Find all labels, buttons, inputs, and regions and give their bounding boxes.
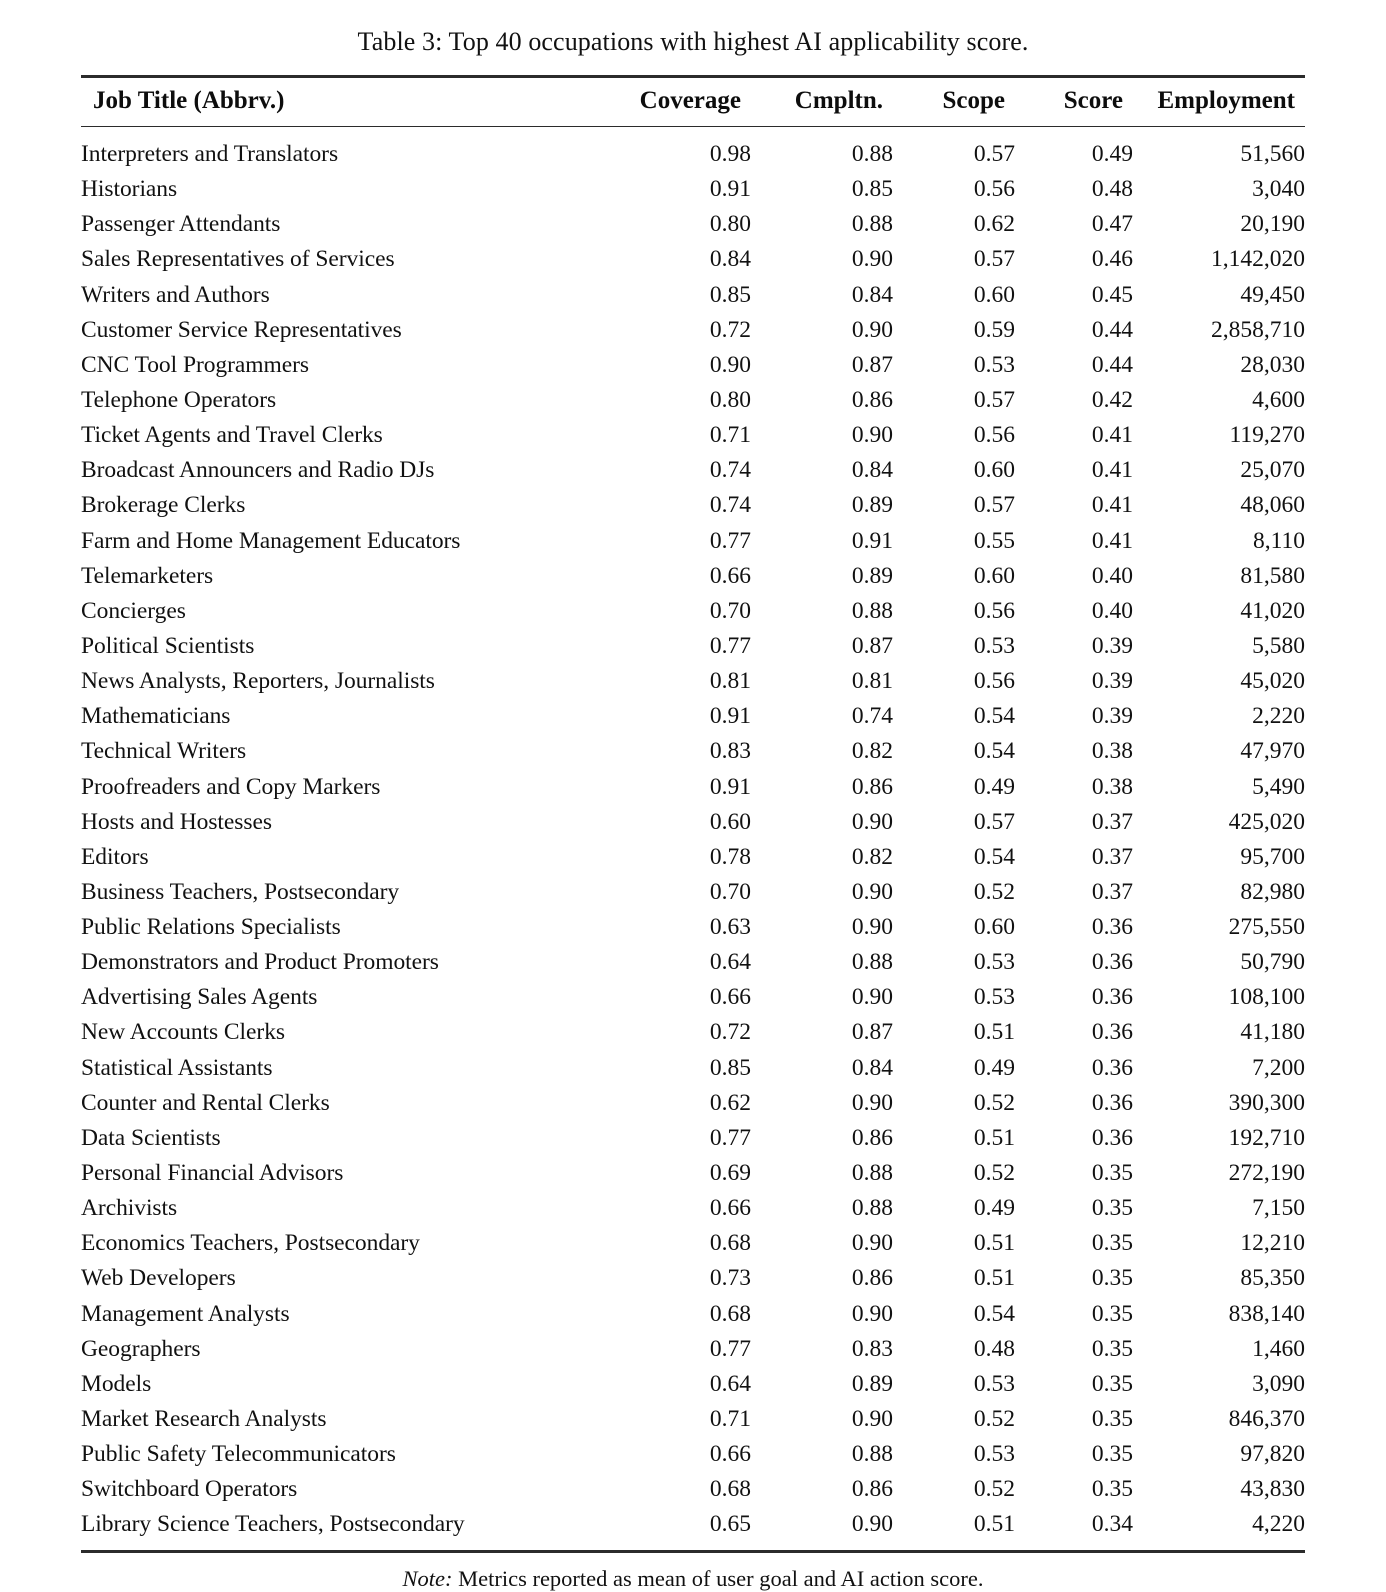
- column-header-job-title: Job Title (Abbrv.): [93, 87, 285, 115]
- cell-job: Passenger Attendants: [81, 211, 281, 238]
- cell-scope: 0.48: [973, 1335, 1015, 1362]
- cell-employment: 85,350: [1240, 1265, 1305, 1292]
- cell-employment: 425,020: [1228, 808, 1305, 835]
- cell-employment: 390,300: [1228, 1089, 1305, 1116]
- table-row: [81, 805, 1305, 840]
- cell-job: Market Research Analysts: [81, 1406, 327, 1433]
- cell-scope: 0.56: [973, 422, 1015, 449]
- cell-cmpltn: 0.82: [851, 738, 893, 765]
- note-text: Metrics reported as mean of user goal and AI action score.: [458, 1566, 984, 1591]
- cell-score: 0.41: [1091, 422, 1133, 449]
- cell-coverage: 0.81: [709, 668, 751, 695]
- cell-scope: 0.51: [973, 1019, 1015, 1046]
- cell-scope: 0.56: [973, 176, 1015, 203]
- cell-coverage: 0.66: [709, 1441, 751, 1468]
- cell-scope: 0.54: [973, 843, 1015, 870]
- cell-job: Political Scientists: [81, 632, 255, 659]
- cell-score: 0.36: [1091, 1089, 1133, 1116]
- cell-coverage: 0.74: [709, 457, 751, 484]
- cell-scope: 0.59: [973, 316, 1015, 343]
- cell-score: 0.41: [1091, 527, 1133, 554]
- cell-scope: 0.51: [973, 1230, 1015, 1257]
- cell-employment: 275,550: [1228, 914, 1305, 941]
- cell-cmpltn: 0.82: [851, 843, 893, 870]
- cell-cmpltn: 0.84: [851, 281, 893, 308]
- cell-cmpltn: 0.87: [851, 351, 893, 378]
- table-head: [81, 77, 1305, 128]
- cell-coverage: 0.78: [709, 843, 751, 870]
- cell-score: 0.36: [1091, 984, 1133, 1011]
- cell-job: Counter and Rental Clerks: [81, 1089, 330, 1116]
- cell-coverage: 0.77: [709, 527, 751, 554]
- table-row: [81, 1086, 1305, 1121]
- cell-scope: 0.57: [973, 246, 1015, 273]
- cell-score: 0.47: [1091, 211, 1133, 238]
- cell-employment: 5,490: [1252, 773, 1305, 800]
- cell-cmpltn: 0.88: [851, 949, 893, 976]
- cell-cmpltn: 0.81: [851, 668, 893, 695]
- cell-employment: 95,700: [1240, 843, 1305, 870]
- cell-job: Personal Financial Advisors: [81, 1160, 344, 1187]
- cell-coverage: 0.80: [709, 211, 751, 238]
- table-row: [81, 770, 1305, 805]
- cell-job: Geographers: [81, 1335, 201, 1362]
- cell-employment: 4,220: [1252, 1511, 1305, 1538]
- column-header-coverage: Coverage: [639, 87, 741, 115]
- table-row: [81, 594, 1305, 629]
- cell-score: 0.35: [1091, 1370, 1133, 1397]
- cell-cmpltn: 0.91: [851, 527, 893, 554]
- cell-coverage: 0.60: [709, 808, 751, 835]
- table-row: [81, 1402, 1305, 1437]
- cell-job: Brokerage Clerks: [81, 492, 246, 519]
- cell-job: Economics Teachers, Postsecondary: [81, 1230, 420, 1257]
- cell-scope: 0.53: [973, 632, 1015, 659]
- cell-scope: 0.53: [973, 949, 1015, 976]
- cell-employment: 82,980: [1240, 878, 1305, 905]
- cell-job: Business Teachers, Postsecondary: [81, 878, 400, 905]
- cell-scope: 0.57: [973, 386, 1015, 413]
- column-header-score: Score: [1063, 87, 1123, 115]
- cell-coverage: 0.70: [709, 878, 751, 905]
- cell-employment: 3,090: [1252, 1370, 1305, 1397]
- cell-score: 0.39: [1091, 632, 1133, 659]
- cell-score: 0.46: [1091, 246, 1133, 273]
- cell-coverage: 0.71: [709, 1406, 751, 1433]
- cell-employment: 48,060: [1240, 492, 1305, 519]
- cell-score: 0.38: [1091, 738, 1133, 765]
- cell-employment: 41,020: [1240, 597, 1305, 624]
- table-row: [81, 454, 1305, 489]
- table-row: [81, 664, 1305, 699]
- cell-job: Web Developers: [81, 1265, 236, 1292]
- cell-scope: 0.56: [973, 597, 1015, 624]
- cell-score: 0.36: [1091, 914, 1133, 941]
- cell-employment: 4,600: [1252, 386, 1305, 413]
- table-note: [81, 1553, 1305, 1592]
- cell-coverage: 0.71: [709, 422, 751, 449]
- column-header-cmpltn: Cmpltn.: [794, 87, 883, 115]
- cell-employment: 2,858,710: [1211, 316, 1305, 343]
- cell-score: 0.38: [1091, 773, 1133, 800]
- cell-coverage: 0.85: [709, 1054, 751, 1081]
- cell-cmpltn: 0.90: [851, 1511, 893, 1538]
- table-row: [81, 1332, 1305, 1367]
- cell-employment: 1,460: [1252, 1335, 1305, 1362]
- cell-score: 0.35: [1091, 1160, 1133, 1187]
- cell-cmpltn: 0.88: [851, 597, 893, 624]
- cell-score: 0.36: [1091, 949, 1133, 976]
- table-container: [81, 57, 1305, 1553]
- cell-score: 0.40: [1091, 562, 1133, 589]
- cell-score: 0.37: [1091, 843, 1133, 870]
- cell-score: 0.44: [1091, 316, 1133, 343]
- cell-coverage: 0.85: [709, 281, 751, 308]
- cell-employment: 192,710: [1228, 1124, 1305, 1151]
- cell-job: Advertising Sales Agents: [81, 984, 318, 1011]
- cell-job: Interpreters and Translators: [81, 140, 339, 167]
- cell-job: Farm and Home Management Educators: [81, 527, 461, 554]
- cell-coverage: 0.68: [709, 1476, 751, 1503]
- table-body: [81, 127, 1305, 1543]
- cell-scope: 0.52: [973, 1406, 1015, 1433]
- table-row: [81, 1051, 1305, 1086]
- column-header-employment: Employment: [1157, 87, 1295, 115]
- cell-score: 0.39: [1091, 703, 1133, 730]
- cell-scope: 0.62: [973, 211, 1015, 238]
- table-row: [81, 489, 1305, 524]
- cell-job: Models: [81, 1370, 152, 1397]
- cell-score: 0.36: [1091, 1019, 1133, 1046]
- cell-coverage: 0.62: [709, 1089, 751, 1116]
- cell-coverage: 0.70: [709, 597, 751, 624]
- cell-cmpltn: 0.90: [851, 1089, 893, 1116]
- table-row: [81, 1016, 1305, 1051]
- table-row: [81, 1192, 1305, 1227]
- cell-score: 0.37: [1091, 878, 1133, 905]
- cell-cmpltn: 0.88: [851, 1195, 893, 1222]
- cell-cmpltn: 0.86: [851, 1124, 893, 1151]
- cell-scope: 0.55: [973, 527, 1015, 554]
- cell-score: 0.48: [1091, 176, 1133, 203]
- cell-cmpltn: 0.90: [851, 914, 893, 941]
- cell-job: Sales Representatives of Services: [81, 246, 395, 273]
- cell-scope: 0.52: [973, 878, 1015, 905]
- table-row: [81, 629, 1305, 664]
- cell-score: 0.40: [1091, 597, 1133, 624]
- table-caption: Table 3: Top 40 occupations with highest AI applicability score.: [357, 27, 1029, 56]
- cell-coverage: 0.63: [709, 914, 751, 941]
- cell-job: Writers and Authors: [81, 281, 270, 308]
- cell-scope: 0.60: [973, 457, 1015, 484]
- cell-job: Broadcast Announcers and Radio DJs: [81, 457, 435, 484]
- cell-scope: 0.49: [973, 1195, 1015, 1222]
- cell-employment: 272,190: [1228, 1160, 1305, 1187]
- cell-score: 0.35: [1091, 1230, 1133, 1257]
- cell-coverage: 0.73: [709, 1265, 751, 1292]
- cell-job: Ticket Agents and Travel Clerks: [81, 422, 383, 449]
- cell-employment: 49,450: [1240, 281, 1305, 308]
- cell-coverage: 0.64: [709, 1370, 751, 1397]
- cell-job: Switchboard Operators: [81, 1476, 298, 1503]
- cell-job: New Accounts Clerks: [81, 1019, 285, 1046]
- table-row: [81, 1227, 1305, 1262]
- cell-coverage: 0.91: [709, 703, 751, 730]
- cell-cmpltn: 0.88: [851, 1441, 893, 1468]
- cell-job: Hosts and Hostesses: [81, 808, 272, 835]
- table-row: [81, 348, 1305, 383]
- table-row: [81, 1262, 1305, 1297]
- cell-coverage: 0.80: [709, 386, 751, 413]
- cell-employment: 1,142,020: [1211, 246, 1305, 273]
- table-row: [81, 419, 1305, 454]
- cell-cmpltn: 0.89: [851, 492, 893, 519]
- cell-job: Archivists: [81, 1195, 178, 1222]
- cell-coverage: 0.72: [709, 316, 751, 343]
- cell-employment: 838,140: [1228, 1300, 1305, 1327]
- cell-coverage: 0.91: [709, 773, 751, 800]
- cell-employment: 45,020: [1240, 668, 1305, 695]
- table-row: [81, 981, 1305, 1016]
- cell-cmpltn: 0.90: [851, 1406, 893, 1433]
- cell-scope: 0.52: [973, 1476, 1015, 1503]
- cell-job: Technical Writers: [81, 738, 247, 765]
- cell-scope: 0.53: [973, 351, 1015, 378]
- table-row: [81, 243, 1305, 278]
- cell-cmpltn: 0.89: [851, 562, 893, 589]
- cell-coverage: 0.90: [709, 351, 751, 378]
- cell-job: Telephone Operators: [81, 386, 277, 413]
- cell-score: 0.37: [1091, 808, 1133, 835]
- cell-scope: 0.54: [973, 703, 1015, 730]
- cell-coverage: 0.98: [709, 140, 751, 167]
- cell-coverage: 0.68: [709, 1300, 751, 1327]
- cell-job: Editors: [81, 843, 149, 870]
- cell-cmpltn: 0.86: [851, 1265, 893, 1292]
- cell-cmpltn: 0.90: [851, 316, 893, 343]
- cell-job: Public Safety Telecommunicators: [81, 1441, 396, 1468]
- cell-cmpltn: 0.84: [851, 457, 893, 484]
- cell-cmpltn: 0.88: [851, 211, 893, 238]
- cell-scope: 0.60: [973, 562, 1015, 589]
- cell-coverage: 0.74: [709, 492, 751, 519]
- cell-score: 0.35: [1091, 1265, 1133, 1292]
- cell-job: CNC Tool Programmers: [81, 351, 309, 378]
- cell-coverage: 0.77: [709, 1124, 751, 1151]
- cell-cmpltn: 0.90: [851, 246, 893, 273]
- cell-employment: 119,270: [1229, 422, 1305, 449]
- cell-employment: 51,560: [1240, 140, 1305, 167]
- table-row: [81, 137, 1305, 172]
- cell-scope: 0.49: [973, 1054, 1015, 1081]
- cell-score: 0.41: [1091, 457, 1133, 484]
- cell-scope: 0.53: [973, 1441, 1015, 1468]
- cell-score: 0.35: [1091, 1335, 1133, 1362]
- cell-scope: 0.57: [973, 492, 1015, 519]
- table-row: [81, 700, 1305, 735]
- cell-scope: 0.53: [973, 984, 1015, 1011]
- table-row: [81, 735, 1305, 770]
- cell-employment: 8,110: [1252, 527, 1305, 554]
- cell-cmpltn: 0.85: [851, 176, 893, 203]
- cell-scope: 0.60: [973, 914, 1015, 941]
- cell-employment: 81,580: [1240, 562, 1305, 589]
- table-row: [81, 524, 1305, 559]
- cell-cmpltn: 0.90: [851, 1230, 893, 1257]
- cell-cmpltn: 0.86: [851, 773, 893, 800]
- cell-cmpltn: 0.87: [851, 1019, 893, 1046]
- cell-coverage: 0.64: [709, 949, 751, 976]
- cell-employment: 28,030: [1240, 351, 1305, 378]
- cell-coverage: 0.84: [709, 246, 751, 273]
- cell-scope: 0.51: [973, 1124, 1015, 1151]
- cell-scope: 0.52: [973, 1160, 1015, 1187]
- cell-score: 0.42: [1091, 386, 1133, 413]
- cell-score: 0.35: [1091, 1441, 1133, 1468]
- cell-employment: 50,790: [1240, 949, 1305, 976]
- cell-scope: 0.53: [973, 1370, 1015, 1397]
- cell-employment: 47,970: [1240, 738, 1305, 765]
- cell-score: 0.39: [1091, 668, 1133, 695]
- cell-score: 0.41: [1091, 492, 1133, 519]
- cell-employment: 5,580: [1252, 632, 1305, 659]
- cell-employment: 846,370: [1228, 1406, 1305, 1433]
- cell-scope: 0.54: [973, 738, 1015, 765]
- cell-scope: 0.52: [973, 1089, 1015, 1116]
- table-row: [81, 1121, 1305, 1156]
- cell-job: Telemarketers: [81, 562, 214, 589]
- cell-job: Concierges: [81, 597, 186, 624]
- cell-scope: 0.60: [973, 281, 1015, 308]
- cell-employment: 43,830: [1240, 1476, 1305, 1503]
- cell-score: 0.35: [1091, 1476, 1133, 1503]
- cell-employment: 108,100: [1228, 984, 1305, 1011]
- cell-coverage: 0.65: [709, 1511, 751, 1538]
- cell-scope: 0.51: [973, 1511, 1015, 1538]
- cell-cmpltn: 0.89: [851, 1370, 893, 1397]
- cell-employment: 25,070: [1240, 457, 1305, 484]
- cell-score: 0.49: [1091, 140, 1133, 167]
- table-row: [81, 173, 1305, 208]
- cell-employment: 12,210: [1240, 1230, 1305, 1257]
- table-row: [81, 383, 1305, 418]
- cell-cmpltn: 0.88: [851, 140, 893, 167]
- cell-employment: 20,190: [1240, 211, 1305, 238]
- cell-score: 0.44: [1091, 351, 1133, 378]
- cell-coverage: 0.77: [709, 632, 751, 659]
- cell-job: Historians: [81, 176, 178, 203]
- table-body-bottom-spacer: [81, 1543, 1305, 1552]
- cell-scope: 0.51: [973, 1265, 1015, 1292]
- table-row: [81, 946, 1305, 981]
- cell-score: 0.34: [1091, 1511, 1133, 1538]
- table-row: [81, 1438, 1305, 1473]
- cell-employment: 97,820: [1240, 1441, 1305, 1468]
- cell-employment: 7,150: [1252, 1195, 1305, 1222]
- cell-employment: 7,200: [1252, 1054, 1305, 1081]
- cell-cmpltn: 0.90: [851, 878, 893, 905]
- table-row: [81, 1367, 1305, 1402]
- cell-employment: 3,040: [1252, 176, 1305, 203]
- table-row: [81, 559, 1305, 594]
- cell-cmpltn: 0.88: [851, 1160, 893, 1187]
- cell-scope: 0.54: [973, 1300, 1015, 1327]
- cell-cmpltn: 0.84: [851, 1054, 893, 1081]
- cell-coverage: 0.66: [709, 984, 751, 1011]
- cell-cmpltn: 0.86: [851, 386, 893, 413]
- cell-scope: 0.56: [973, 668, 1015, 695]
- cell-cmpltn: 0.90: [851, 808, 893, 835]
- cell-scope: 0.57: [973, 808, 1015, 835]
- cell-job: Demonstrators and Product Promoters: [81, 949, 439, 976]
- cell-job: Proofreaders and Copy Markers: [81, 773, 381, 800]
- cell-score: 0.35: [1091, 1300, 1133, 1327]
- cell-score: 0.35: [1091, 1406, 1133, 1433]
- cell-cmpltn: 0.90: [851, 422, 893, 449]
- table-row: [81, 840, 1305, 875]
- cell-job: Statistical Assistants: [81, 1054, 273, 1081]
- cell-job: Management Analysts: [81, 1300, 290, 1327]
- cell-coverage: 0.68: [709, 1230, 751, 1257]
- table-row: [81, 313, 1305, 348]
- table-row: [81, 278, 1305, 313]
- cell-cmpltn: 0.87: [851, 632, 893, 659]
- table-row: [81, 1508, 1305, 1543]
- ai-applicability-table: [81, 75, 1305, 1553]
- table-row: [81, 1473, 1305, 1508]
- cell-job: News Analysts, Reporters, Journalists: [81, 668, 435, 695]
- cell-coverage: 0.69: [709, 1160, 751, 1187]
- table-foot: [81, 1543, 1305, 1553]
- cell-coverage: 0.83: [709, 738, 751, 765]
- cell-cmpltn: 0.83: [851, 1335, 893, 1362]
- cell-cmpltn: 0.90: [851, 984, 893, 1011]
- cell-cmpltn: 0.90: [851, 1300, 893, 1327]
- cell-coverage: 0.77: [709, 1335, 751, 1362]
- table-row: [81, 910, 1305, 945]
- cell-coverage: 0.66: [709, 1195, 751, 1222]
- cell-coverage: 0.72: [709, 1019, 751, 1046]
- cell-score: 0.35: [1091, 1195, 1133, 1222]
- table-header-row: [81, 78, 1305, 127]
- cell-job: Mathematicians: [81, 703, 231, 730]
- cell-coverage: 0.91: [709, 176, 751, 203]
- cell-score: 0.36: [1091, 1054, 1133, 1081]
- column-header-scope: Scope: [942, 87, 1005, 115]
- cell-cmpltn: 0.86: [851, 1476, 893, 1503]
- cell-job: Library Science Teachers, Postsecondary: [81, 1511, 465, 1538]
- table-body-top-spacer: [81, 127, 1305, 137]
- table-row: [81, 208, 1305, 243]
- note-label: Note:: [402, 1566, 453, 1591]
- cell-employment: 41,180: [1240, 1019, 1305, 1046]
- cell-score: 0.45: [1091, 281, 1133, 308]
- table-row: [81, 1156, 1305, 1191]
- table-row: [81, 875, 1305, 910]
- cell-job: Data Scientists: [81, 1124, 221, 1151]
- cell-coverage: 0.66: [709, 562, 751, 589]
- cell-score: 0.36: [1091, 1124, 1133, 1151]
- cell-job: Customer Service Representatives: [81, 316, 402, 343]
- cell-employment: 2,220: [1252, 703, 1305, 730]
- table-row: [81, 1297, 1305, 1332]
- cell-cmpltn: 0.74: [851, 703, 893, 730]
- cell-job: Public Relations Specialists: [81, 914, 341, 941]
- cell-scope: 0.49: [973, 773, 1015, 800]
- cell-scope: 0.57: [973, 140, 1015, 167]
